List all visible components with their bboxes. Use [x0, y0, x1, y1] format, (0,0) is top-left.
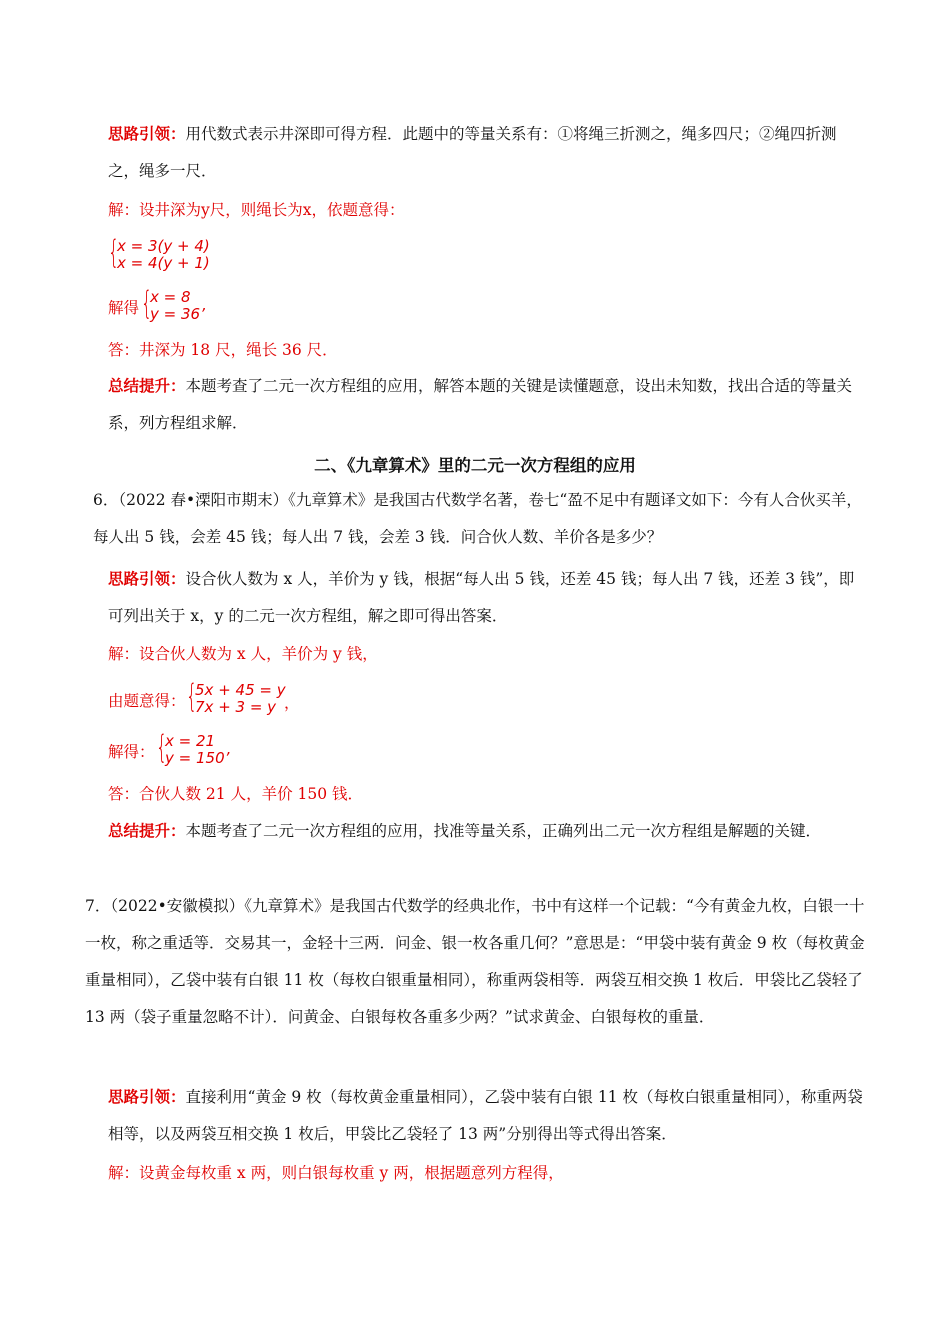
answer-6: 答：合伙人数 21 人，羊价 150 钱．	[108, 785, 364, 803]
solution-label: 解：	[108, 201, 140, 219]
hint-text: 设合伙人数为 x 人，羊价为 y 钱，根据“每人出 5 钱，还差 45 钱；每人出 7 钱，还差 3 钱”，即可列出关于 x，y 的二元一次方程组，解之即可得出答案．	[108, 570, 855, 625]
hint-paragraph-7	[108, 1078, 866, 1153]
summary-label: 总结提升：	[108, 376, 186, 395]
summary-text: 本题考查了二元一次方程组的应用，找准等量关系，正确列出二元一次方程组是解题的关键．	[185, 822, 822, 840]
solution-text: 设井深为y尺，则绳长为x，依题意得：	[139, 201, 405, 219]
summary-paragraph-6	[108, 812, 866, 850]
equation-suffix: ，	[284, 694, 300, 712]
answer-1: 答：井深为 18 尺，绳长 36 尺．	[108, 341, 338, 359]
hint-label: 思路引领：	[108, 569, 186, 588]
solution-line-6: 解：设合伙人数为 x 人，羊价为 y 钱，	[108, 645, 378, 663]
result-row: x = 8	[150, 288, 191, 306]
section-heading: 二、《九章算术》里的二元一次方程组的应用	[314, 456, 636, 475]
hint-label: 思路引领：	[108, 124, 186, 143]
summary-text: 本题考查了二元一次方程组的应用，解答本题的关键是读懂题意，设出未知数，找出合适的等量关系，列方程组求解．	[108, 377, 853, 432]
question-7	[85, 888, 866, 1036]
question-text: （2022•安徽模拟）《九章算术》是我国古代数学的经典北作，书中有这样一个记载：“今有黄金九枚，白银一十一枚，称之重适等．交易其一，金轻十三两．问金、银一枚各重几何？”意思是：“甲袋中装有黄金 9 枚（每枚黄金重量相同），乙袋中装有白银 11 枚（每枚白银重量相同），称重两袋相等．两袋互相交换 1 枚后．甲袋比乙袋轻了 13 两（袋子重量忽略不计）．问黄金、白银每枚各重多少两？”试求黄金、白银每枚的重量．	[85, 897, 865, 1026]
result-row: x = 21	[165, 732, 216, 750]
question-number: 6．	[93, 491, 119, 509]
result-row: y = 36’	[150, 305, 205, 323]
result-row: y = 150’	[165, 749, 230, 767]
equation-row: x = 3(y + 4)	[117, 237, 210, 255]
hint-paragraph-1	[108, 115, 866, 190]
question-text: （2022 春•溧阳市期末）《九章算术》是我国古代数学名著，卷七“盈不足中有题译文如下：今有人合伙买羊，每人出 5 钱，会差 45 钱；每人出 7 钱，会差 3 钱．问合伙人数、羊价各是多少？	[93, 491, 862, 546]
hint-label: 思路引领：	[108, 1087, 186, 1106]
solution-line-7: 解：设黄金每枚重 x 两，则白银每枚重 y 两，根据题意列方程得，	[108, 1164, 564, 1182]
hint-text: 用代数式表示井深即可得方程．此题中的等量关系有：①将绳三折测之，绳多四尺；②绳四折测之，绳多一尺．	[108, 125, 837, 180]
question-6	[93, 482, 866, 556]
setup-prefix: 由题意得：	[108, 692, 186, 710]
equation-row: x = 4(y + 1)	[117, 254, 210, 272]
hint-paragraph-6	[108, 560, 866, 635]
solution-line-1	[108, 192, 866, 229]
solved-prefix: 解得：	[108, 743, 155, 761]
hint-text: 直接利用“黄金 9 枚（每枚黄金重量相同），乙袋中装有白银 11 枚（每枚白银重量相同），称重两袋相等，以及两袋互相交换 1 枚后，甲袋比乙袋轻了 13 两”分别得出等式得出答案．	[108, 1088, 863, 1143]
equation-row: 7x + 3 = y	[195, 698, 277, 716]
question-number: 7．	[85, 897, 111, 915]
equation-row: 5x + 45 = y	[195, 681, 286, 699]
summary-label: 总结提升：	[108, 821, 186, 840]
solved-prefix: 解得	[108, 299, 140, 317]
summary-paragraph-1	[108, 367, 866, 442]
